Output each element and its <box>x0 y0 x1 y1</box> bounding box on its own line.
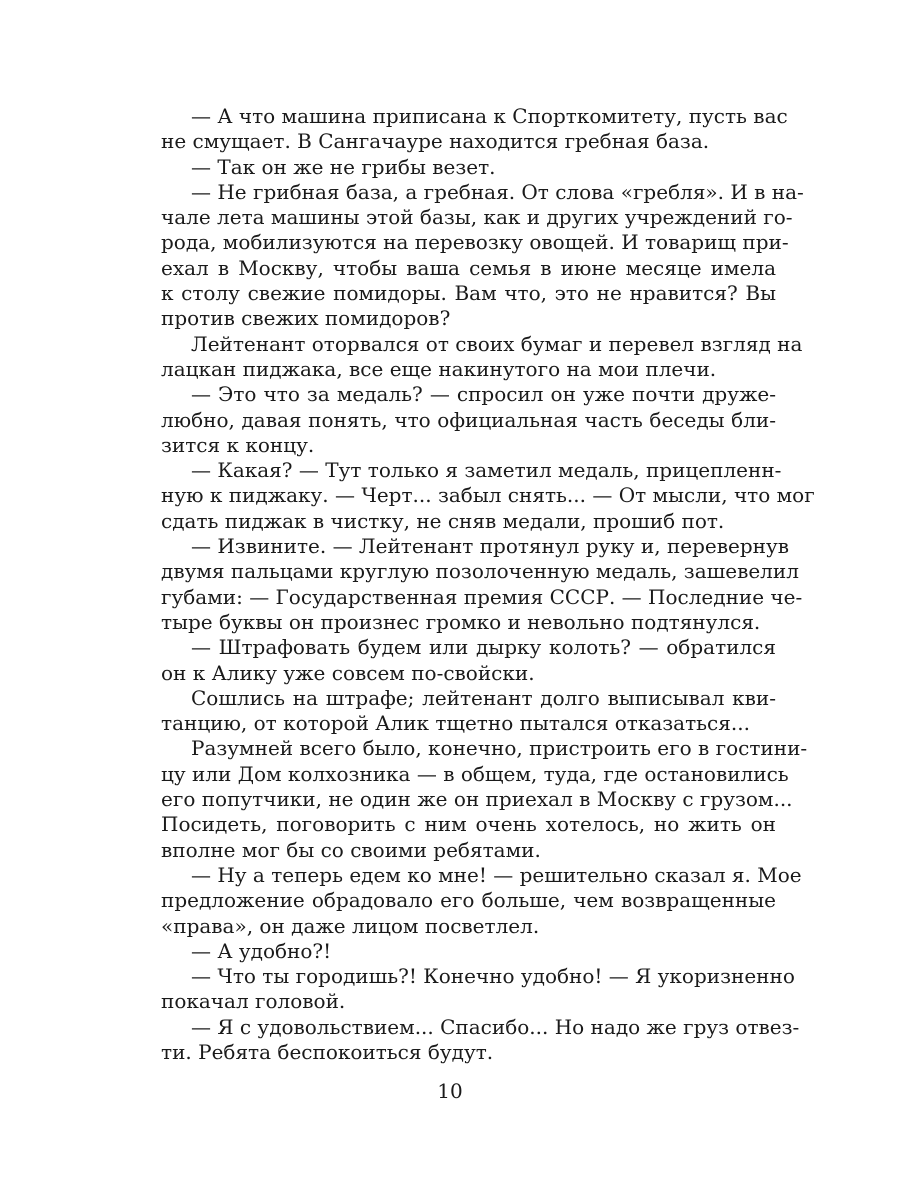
text-line: ти. Ребята беспокоиться будут. <box>161 1039 494 1064</box>
text-line: покачал головой. <box>161 989 346 1014</box>
text-line: — А что машина приписана к Спорткомитету, пусть вас <box>191 104 788 128</box>
text-line: предложение обрадовало его больше, чем возвращенные <box>161 888 776 913</box>
text-line: «права», он даже лицом посветлел. <box>161 913 540 938</box>
text-line: губами: — Государственная премия СССР. — Последние че- <box>161 584 803 609</box>
text-line: — Какая? — Тут только я заметил медаль, прицепленн- <box>191 458 782 483</box>
text-line: ную к пиджаку. — Черт... забыл снять... — От мысли, что мог <box>161 483 815 508</box>
text-line: Посидеть, поговорить с ним очень хотелось, но жить он <box>161 812 776 837</box>
text-line: — Это что за медаль? — спросил он уже почти друже- <box>191 382 776 407</box>
text-line: цу или Дом колхозника — в общем, туда, где остановились <box>161 761 789 786</box>
text-line: лацкан пиджака, все еще накинутого на мои плечи. <box>161 356 717 381</box>
text-line: против свежих помидоров? <box>161 306 451 331</box>
text-line: ехал в Москву, чтобы ваша семья в июне месяце имела <box>161 255 776 280</box>
text-line: рода, мобилизуются на перевозку овощей. И товарищ при- <box>161 230 789 255</box>
text-line: сдать пиджак в чистку, не сняв медали, прошиб пот. <box>161 508 725 533</box>
text-line: танцию, от которой Алик тщетно пытался отказаться... <box>161 711 750 736</box>
text-line: — А удобно?! <box>191 938 332 963</box>
text-line: — Не грибная база, а гребная. От слова «гребля». И в на- <box>191 179 804 204</box>
text-line: — Извините. — Лейтенант протянул руку и, перевернув <box>191 534 790 559</box>
text-line: — Штрафовать будем или дырку колоть? — обратился <box>191 635 776 660</box>
text-line: вполне мог бы со своими ребятами. <box>161 837 541 862</box>
text-line: — Так он же не грибы везет. <box>191 154 496 179</box>
text-line: его попутчики, не один же он приехал в Москву с грузом... <box>161 787 793 812</box>
text-line: Сошлись на штрафе; лейтенант долго выписывал кви- <box>191 685 776 710</box>
text-line: чале лета машины этой базы, как и других учреждений го- <box>161 205 793 230</box>
body-text <box>161 104 815 1065</box>
text-line: к столу свежие помидоры. Вам что, это не нравится? Вы <box>161 281 776 306</box>
text-line: зится к концу. <box>161 432 315 457</box>
text-line: любно, давая понять, что официальная часть беседы бли- <box>161 407 776 432</box>
text-line: — Я с удовольствием... Спасибо... Но надо же груз отвез- <box>191 1014 800 1039</box>
text-line: — Ну а теперь едем ко мне! — решительно сказал я. Мое <box>191 862 802 887</box>
text-line: он к Алику уже совсем по-свойски. <box>161 660 535 685</box>
text-line: Разумней всего было, конечно, пристроить его в гостини- <box>191 736 808 761</box>
text-line: двумя пальцами круглую позолоченную медаль, зашевелил <box>161 559 799 584</box>
page-number: 10 <box>437 1079 463 1103</box>
text-line: — Что ты городишь?! Конечно удобно! — Я укоризненно <box>191 964 795 989</box>
text-line: тыре буквы он произнес громко и невольно подтянулся. <box>161 609 761 634</box>
text-line: Лейтенант оторвался от своих бумаг и перевел взгляд на <box>191 331 803 356</box>
text-line: не смущает. В Сангачауре находится гребная база. <box>161 129 710 154</box>
